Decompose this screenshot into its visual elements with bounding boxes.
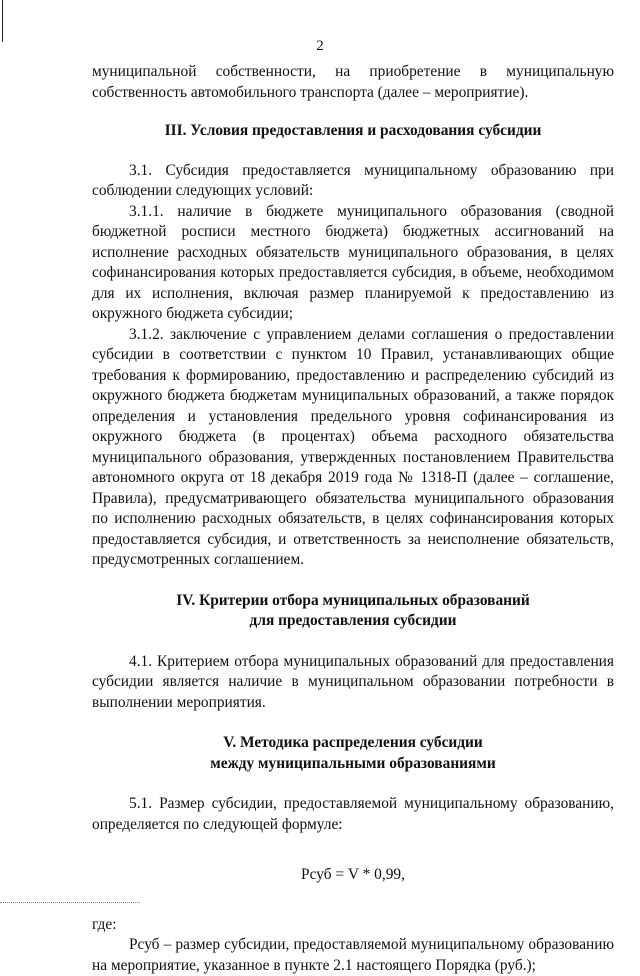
section-4-heading-line2: для предоставления субсидии: [249, 612, 457, 629]
paragraph-3-1: 3.1. Субсидия предоставляется муниципальному образованию при соблюдении следующих условий:: [92, 161, 614, 199]
paragraph-3-1-2: 3.1.2. заключение с управлением делами соглашения о предоставлении субсидии в соответствии с пунктом 10 Правил, устанавливающих общие требования к формированию, предоставлению и распределению субсидий из окружного бюджета бюджетам муниципальных образований, а также порядок определения и установления предельного уровня софинансирования из окружного бюджета (в процентах) объема расходного обязательства муниципального образования, утвержденных постановлением Правительства автономного округа от 18 декабря 2019 года № 1318-П (далее – соглашение, Правила), предусматривающего обязательства муниципального образования по исполнению расходных обязательств, в целях софинансирования которых предоставляется субсидия, и ответственность за неисполнение обязательств, предусмотренных соглашением.: [92, 325, 614, 568]
margin-rule: [2, 0, 3, 42]
paragraph-5-1: 5.1. Размер субсидии, предоставляемой муниципальному образованию, определяется по следующей формуле:: [92, 795, 614, 833]
section-3-heading: III. Условия предоставления и расходования субсидии: [164, 122, 542, 139]
definition-rsub: Рсуб – размер субсидии, предоставляемой муниципальному образованию на мероприятие, указанное в пункте 2.1 настоящего Порядка (руб.);: [92, 936, 614, 974]
document-body: [92, 62, 614, 976]
where-label: где:: [92, 915, 117, 933]
formula: Рсуб = V * 0,99,: [301, 866, 405, 883]
intro-paragraph: муниципальной собственности, на приобретение в муниципальную собственность автомобильного транспорта (далее – мероприятие).: [92, 63, 614, 101]
section-5-heading-line2: между муниципальными образованиями: [210, 754, 496, 772]
section-4-heading-line1: IV. Критерии отбора муниципальных образований: [176, 591, 530, 609]
section-5-heading-line1: V. Методика распределения субсидии: [223, 734, 483, 751]
page-number: 2: [316, 38, 324, 54]
scan-artifact: [0, 901, 140, 903]
paragraph-4-1: 4.1. Критерием отбора муниципальных образований для предоставления субсидии является наличие в муниципальном образовании потребности в выполнении мероприятия.: [92, 652, 614, 711]
paragraph-3-1-1: 3.1.1. наличие в бюджете муниципального образования (сводной бюджетной росписи местного бюджета) бюджетных ассигнований на исполнение расходных обязательств муниципального образования, в целях софинансирования которых предоставляется субсидия, в объеме, необходимом для их исполнения, включая размер планируемой к предоставлению из окружного бюджета субсидии;: [92, 202, 614, 322]
